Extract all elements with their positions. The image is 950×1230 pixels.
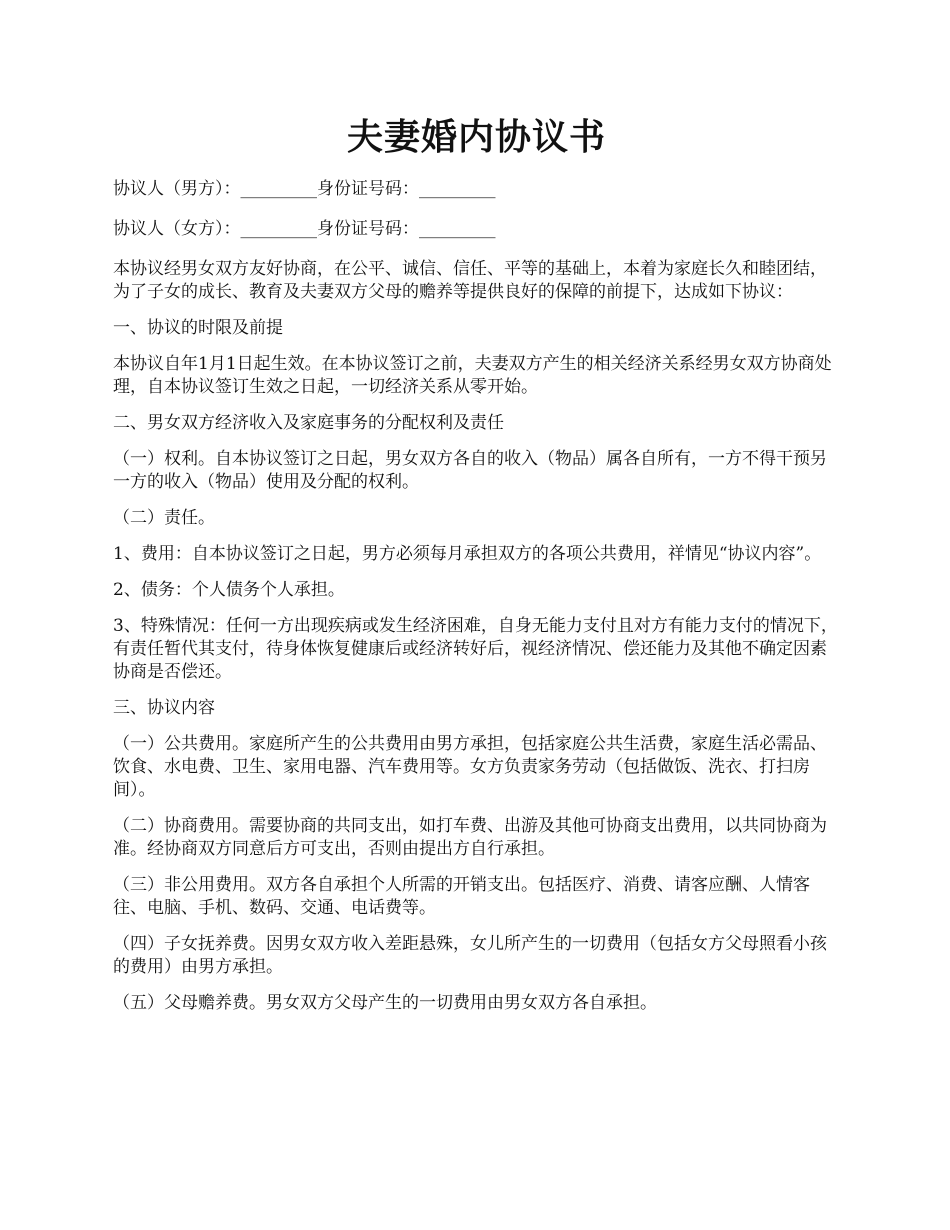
section-heading: 二、男女双方经济收入及家庭事务的分配权利及责任 [113, 413, 504, 433]
document-title: 夫妻婚内协议书 [346, 116, 606, 158]
section-paragraph: （一）公共费用。家庭所产生的公共费用由男方承担，包括家庭公共生活费，家庭生活必需品、饮食、水电费、卫生、家用电器、汽车费用等。女方负责家务劳动（包括做饭、洗衣、打扫房间）。 [113, 734, 827, 800]
section-paragraph: 本协议自年1月1日起生效。在本协议签订之前，夫妻双方产生的相关经济关系经男女双方协商处理，自本协议签订生效之日起，一切经济关系从零开始。 [113, 354, 832, 397]
intro-paragraph: 本协议经男女双方友好协商，在公平、诚信、信任、平等的基础上，本着为家庭长久和睦团结，为了子女的成长、教育及夫妻双方父母的赡养等提供良好的保障的前提下，达成如下协议： [113, 259, 827, 302]
party-female-line: 协议人（女方）：_________身份证号码：_________ [113, 219, 496, 239]
section-paragraph: 3、特殊情况：任何一方出现疾病或发生经济困难，自身无能力支付且对方有能力支付的情况下，有责任暂代其支付，待身体恢复健康后或经济转好后，视经济情况、偿还能力及其他不确定因素协商是否偿还。 [113, 616, 838, 682]
document-page [113, 110, 840, 1028]
section-paragraph: （二）协商费用。需要协商的共同支出，如打车费、出游及其他可协商支出费用，以共同协商为准。经协商双方同意后方可支出，否则由提出方自行承担。 [113, 816, 827, 859]
section-paragraph: 1、费用：自本协议签订之日起，男方必须每月承担双方的各项公共费用，祥情见“协议内容”。 [113, 544, 822, 564]
section-paragraph: （四）子女抚养费。因男女双方收入差距悬殊，女儿所产生的一切费用（包括女方父母照看小孩的费用）由男方承担。 [113, 934, 827, 977]
section-paragraph: 2、债务：个人债务个人承担。 [113, 580, 345, 600]
section-paragraph: （二）责任。 [113, 508, 215, 528]
section-heading: 三、协议内容 [113, 698, 215, 718]
section-paragraph: （一）权利。自本协议签订之日起，男女双方各自的收入（物品）属各自所有，一方不得干预另一方的收入（物品）使用及分配的权利。 [113, 449, 827, 492]
section-paragraph: （三）非公用费用。双方各自承担个人所需的开销支出。包括医疗、消费、请客应酬、人情客往、电脑、手机、数码、交通、电话费等。 [113, 875, 810, 918]
section-paragraph: （五）父母赡养费。男女双方父母产生的一切费用由男女双方各自承担。 [113, 993, 657, 1013]
section-heading: 一、协议的时限及前提 [113, 318, 283, 338]
party-male-line: 协议人（男方）：_________身份证号码：_________ [113, 179, 496, 199]
